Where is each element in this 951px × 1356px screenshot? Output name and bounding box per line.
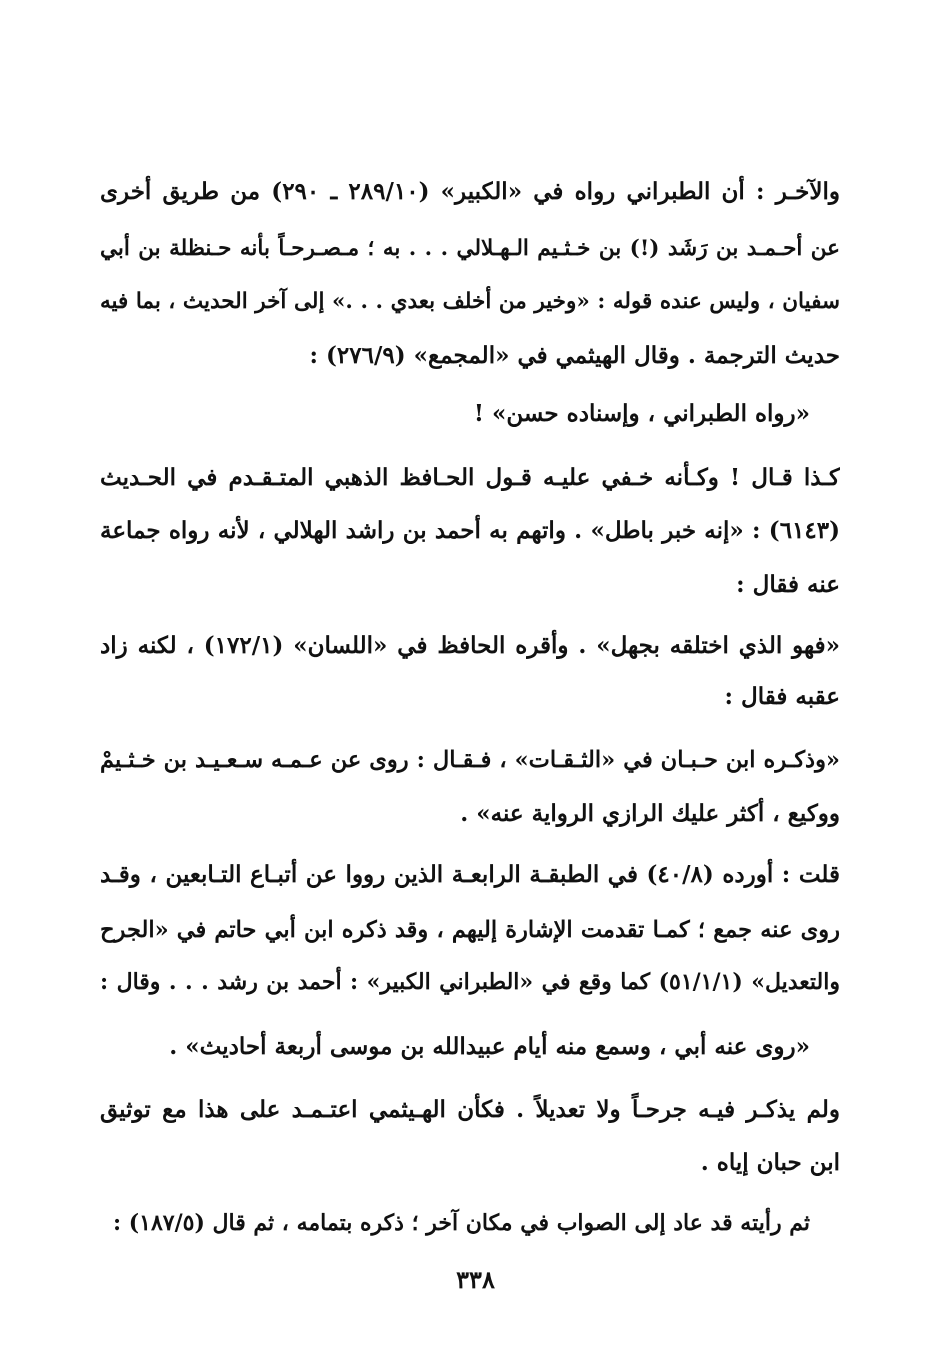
text-line: ابن حبان إياه . <box>700 1149 840 1176</box>
text-line: كـذا قـال ! وكـأنه خـفي عليـه قـول الحـافظ الذهبي المتـقـدم في الحـديث <box>100 464 840 491</box>
quoted-line: «رواه الطبراني ، وإسناده حسن» ! <box>473 400 810 427</box>
text-line: روى عنه جمع ؛ كمـا تقدمت الإشارة إليهم ، وقد ذكره ابن أبي حاتم في «الجرح <box>100 917 840 943</box>
quoted-line: عقبه فقال : <box>724 683 840 710</box>
text-line: قلت : أورده (٤٠/٨) في الطبقـة الرابعـة الذين رووا عن أتبـاع التـابعين ، وقـد <box>100 861 840 888</box>
quoted-line: «فهو الذي اختلقه بجهل» . وأقره الحافظ في «اللسان» (١٧٢/١) ، لكنه زاد <box>100 632 840 659</box>
page-number: ٣٣٨ <box>456 1265 495 1294</box>
text-line: ثم رأيته قد عاد إلى الصواب في مكان آخر ؛ ذكره بتمامه ، ثم قال (١٨٧/٥) : <box>112 1210 810 1236</box>
quoted-line: «روى عنه أبي ، وسمع منه أيام عبيدالله بن موسى أربعة أحاديث» . <box>169 1033 810 1060</box>
quoted-line: «وذكـره ابن حـبـان في «الثـقـات» ، فـقـال : روى عن عـمـه سـعـيـد بن خـثـيمْ <box>100 747 840 773</box>
text-line: حديث الترجمة . وقال الهيثمي في «المجمع» (٢٧٦/٩) : <box>309 342 840 369</box>
text-line: والتعديل» (٥١/١/١) كما وقع في «الطبراني الكبير» : أحمد بن رشد . . . وقال : <box>100 969 840 995</box>
text-line: والآخـر : أن الطبراني رواه في «الكبير» (٢٨٩/١٠ ـ ٢٩٠) من طريق أخرى <box>100 178 840 205</box>
quoted-line: ووكيع ، أكثر عليك الرازي الرواية عنه» . <box>460 800 840 827</box>
text-line: سفيان ، وليس عنده قوله : «وخير من أخلف بعدي . . .» إلى آخر الحديث ، بما فيه <box>100 289 840 314</box>
text-line: ولم يذكـر فيـه جرحـاً ولا تعديلاً . فكأن الهـيثمي اعتـمـد على هذا مع توثيق <box>100 1096 840 1123</box>
text-line: عن أحـمـد بن رَشَد (!) بن خـثـيم الـهـلالي . . . به ؛ مـصـرحـاً بأنه حـنظلة بن أبي <box>100 236 840 261</box>
text-line: عنه فقال : <box>736 571 840 598</box>
text-line: (٦١٤٣) : «إنه خبر باطل» . واتهم به أحمد بن راشد الهلالي ، لأنه رواه جماعة <box>100 517 840 544</box>
